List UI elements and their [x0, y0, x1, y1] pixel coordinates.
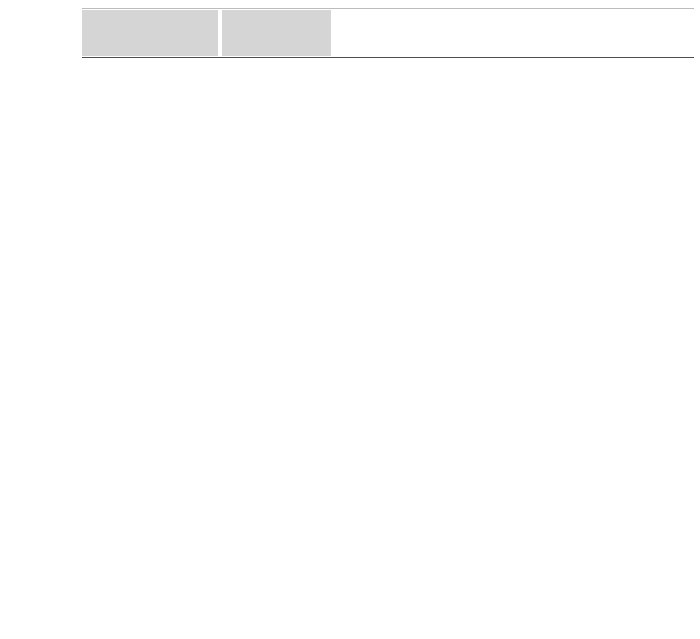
- table-top-rule: [82, 8, 694, 9]
- header-bottom-rule: [82, 57, 694, 59]
- column-header-reference: [222, 10, 331, 56]
- column-header-chipbreaker: [82, 10, 218, 56]
